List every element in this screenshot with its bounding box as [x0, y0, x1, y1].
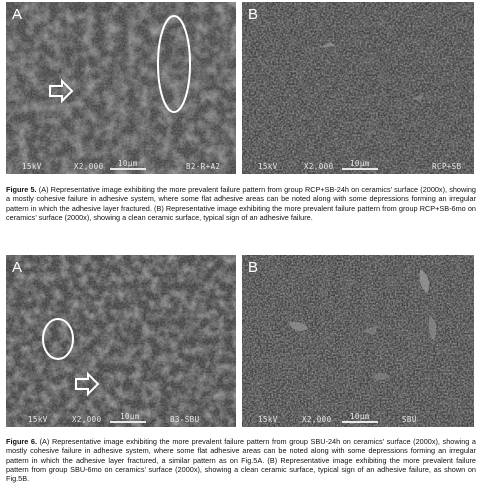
figure5-caption-title: Figure 5. [6, 185, 37, 194]
fig6b-code: SBU [402, 415, 417, 424]
fig6a-scale-label: 10µm [120, 412, 140, 421]
fig6a-label: A [12, 259, 23, 276]
fig6b-label: B [248, 259, 259, 276]
fig5a-code: B2-R+A2 [186, 162, 221, 171]
figure5-caption-text: (A) Representative image exhibiting the more prevalent failure pattern from group RCP+SB-24h on ceramics’ surface (2000x), showing a mostly cohesive failure in adhesive system, where some flat adhesive areas can be noted along with some depressions forming an irregular pattern in which the adhesive layer fractured. (B) Representative image exhibiting the more prevalent failure pattern from group RCP+SB-6mo on ceramics’ surface (2000x), showing a clean ceramic surface, typical sign of an adhesive failure. [6, 185, 476, 222]
fig5a-mag: X2,000 [74, 162, 104, 171]
fig5a-scale-bar [110, 168, 146, 170]
fig5b-kv: 15kV [258, 162, 278, 171]
fig6a-code: B3-SBU [170, 415, 200, 424]
figure6-caption-text: (A) Representative image exhibiting the more prevalent failure pattern from group SBU-24h on ceramics’ surface (2000x), showing a mostly cohesive failure in adhesive system, where some flat adhesive areas can be noted along with some depressions forming an irregular pattern in which the adhesive layer fractured, a similar pattern as on Fig.5A. (B) Representative image exhibiting the more prevalent failure pattern from group SBU-6mo on ceramics’ surface (2000x), showing a clean ceramic surface, typical sign of an adhesive failure, as shown on Fig.5B. [6, 437, 476, 484]
fig6a-sem-texture [6, 255, 236, 427]
fig5b-sem-texture [242, 2, 474, 174]
fig6b-sem-texture [242, 255, 474, 427]
fig5b-mag: X2,000 [304, 162, 334, 171]
fig5b-scale-bar [342, 168, 378, 170]
fig5a-kv: 15kV [22, 162, 42, 171]
fig5b-info-bar [242, 158, 474, 174]
fig6a-scale-bar [110, 421, 146, 423]
fig5a-info-bar [6, 158, 236, 174]
fig6a-mag: X2,000 [72, 415, 102, 424]
fig5a-scale-label: 10µm [118, 159, 138, 168]
figure6-caption [6, 437, 476, 483]
fig6b-kv: 15kV [258, 415, 278, 424]
fig5-panel-b-micrograph [242, 2, 474, 174]
fig6a-info-bar [6, 411, 236, 427]
fig6b-scale-bar [342, 421, 378, 423]
fig5b-code: RCP+SB [432, 162, 462, 171]
fig5-panel-a-micrograph [6, 2, 236, 174]
fig5b-label: B [248, 6, 259, 23]
fig5a-sem-texture [6, 2, 236, 174]
fig6b-mag: X2,000 [302, 415, 332, 424]
fig6a-kv: 15kV [28, 415, 48, 424]
figure5-caption [6, 185, 476, 222]
fig6b-scale-label: 10µm [350, 412, 370, 421]
fig5a-label: A [12, 6, 23, 23]
figure6-caption-title: Figure 6. [6, 437, 37, 446]
fig5b-scale-label: 10µm [350, 159, 370, 168]
fig6-panel-a-micrograph [6, 255, 236, 427]
fig6-panel-b-micrograph [242, 255, 474, 427]
fig6b-info-bar [242, 411, 474, 427]
